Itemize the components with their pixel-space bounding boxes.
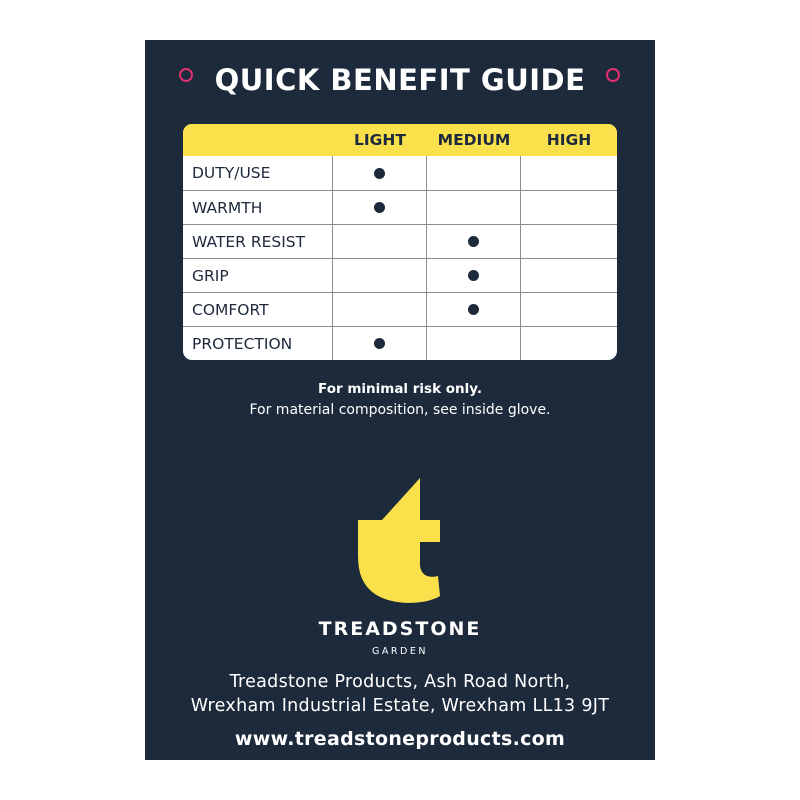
level-cell-medium bbox=[427, 156, 521, 190]
level-dot-icon bbox=[468, 236, 479, 247]
website-link[interactable]: www.treadstoneproducts.com bbox=[234, 728, 566, 750]
brand-name: TREADSTONE bbox=[318, 618, 482, 640]
level-cell-light bbox=[333, 191, 427, 224]
row-label: WARMTH bbox=[183, 191, 333, 224]
table-row bbox=[183, 156, 617, 190]
table-row bbox=[183, 190, 617, 224]
level-cell-high bbox=[521, 191, 617, 224]
table-header bbox=[183, 124, 617, 156]
level-cell-medium bbox=[427, 259, 521, 292]
level-cell-medium bbox=[427, 293, 521, 326]
table-row bbox=[183, 326, 617, 360]
level-cell-medium bbox=[427, 191, 521, 224]
level-cell-light bbox=[333, 259, 427, 292]
page-title: QUICK BENEFIT GUIDE bbox=[214, 63, 586, 97]
level-cell-high bbox=[521, 293, 617, 326]
level-dot-icon bbox=[468, 304, 479, 315]
level-cell-high bbox=[521, 225, 617, 258]
level-cell-high bbox=[521, 327, 617, 360]
column-header-light: LIGHT bbox=[354, 131, 406, 149]
risk-note: For minimal risk only. bbox=[318, 381, 482, 397]
brand-subtitle: GARDEN bbox=[372, 646, 428, 657]
column-header-medium: MEDIUM bbox=[437, 131, 511, 149]
table-row bbox=[183, 292, 617, 326]
level-dot-icon bbox=[374, 168, 385, 179]
table-body bbox=[183, 156, 617, 360]
level-cell-light bbox=[333, 156, 427, 190]
row-label: PROTECTION bbox=[183, 327, 333, 360]
level-cell-light bbox=[333, 327, 427, 360]
level-cell-high bbox=[521, 259, 617, 292]
level-cell-medium bbox=[427, 327, 521, 360]
table-row bbox=[183, 224, 617, 258]
row-label: DUTY/USE bbox=[183, 156, 333, 190]
table-row bbox=[183, 258, 617, 292]
level-dot-icon bbox=[468, 270, 479, 281]
row-label: GRIP bbox=[183, 259, 333, 292]
level-cell-medium bbox=[427, 225, 521, 258]
level-cell-light bbox=[333, 225, 427, 258]
level-dot-icon bbox=[374, 338, 385, 349]
treadstone-t-logo-icon bbox=[358, 478, 442, 606]
composition-note: For material composition, see inside glove. bbox=[249, 402, 551, 418]
address-line-1: Treadstone Products, Ash Road North, bbox=[229, 672, 571, 692]
benefit-table bbox=[183, 124, 617, 360]
level-cell-light bbox=[333, 293, 427, 326]
benefit-guide-card bbox=[145, 40, 655, 760]
level-cell-high bbox=[521, 156, 617, 190]
row-label: COMFORT bbox=[183, 293, 333, 326]
address-line-2: Wrexham Industrial Estate, Wrexham LL13 9JT bbox=[190, 696, 610, 716]
row-label: WATER RESIST bbox=[183, 225, 333, 258]
level-dot-icon bbox=[374, 202, 385, 213]
column-header-high: HIGH bbox=[546, 131, 592, 149]
